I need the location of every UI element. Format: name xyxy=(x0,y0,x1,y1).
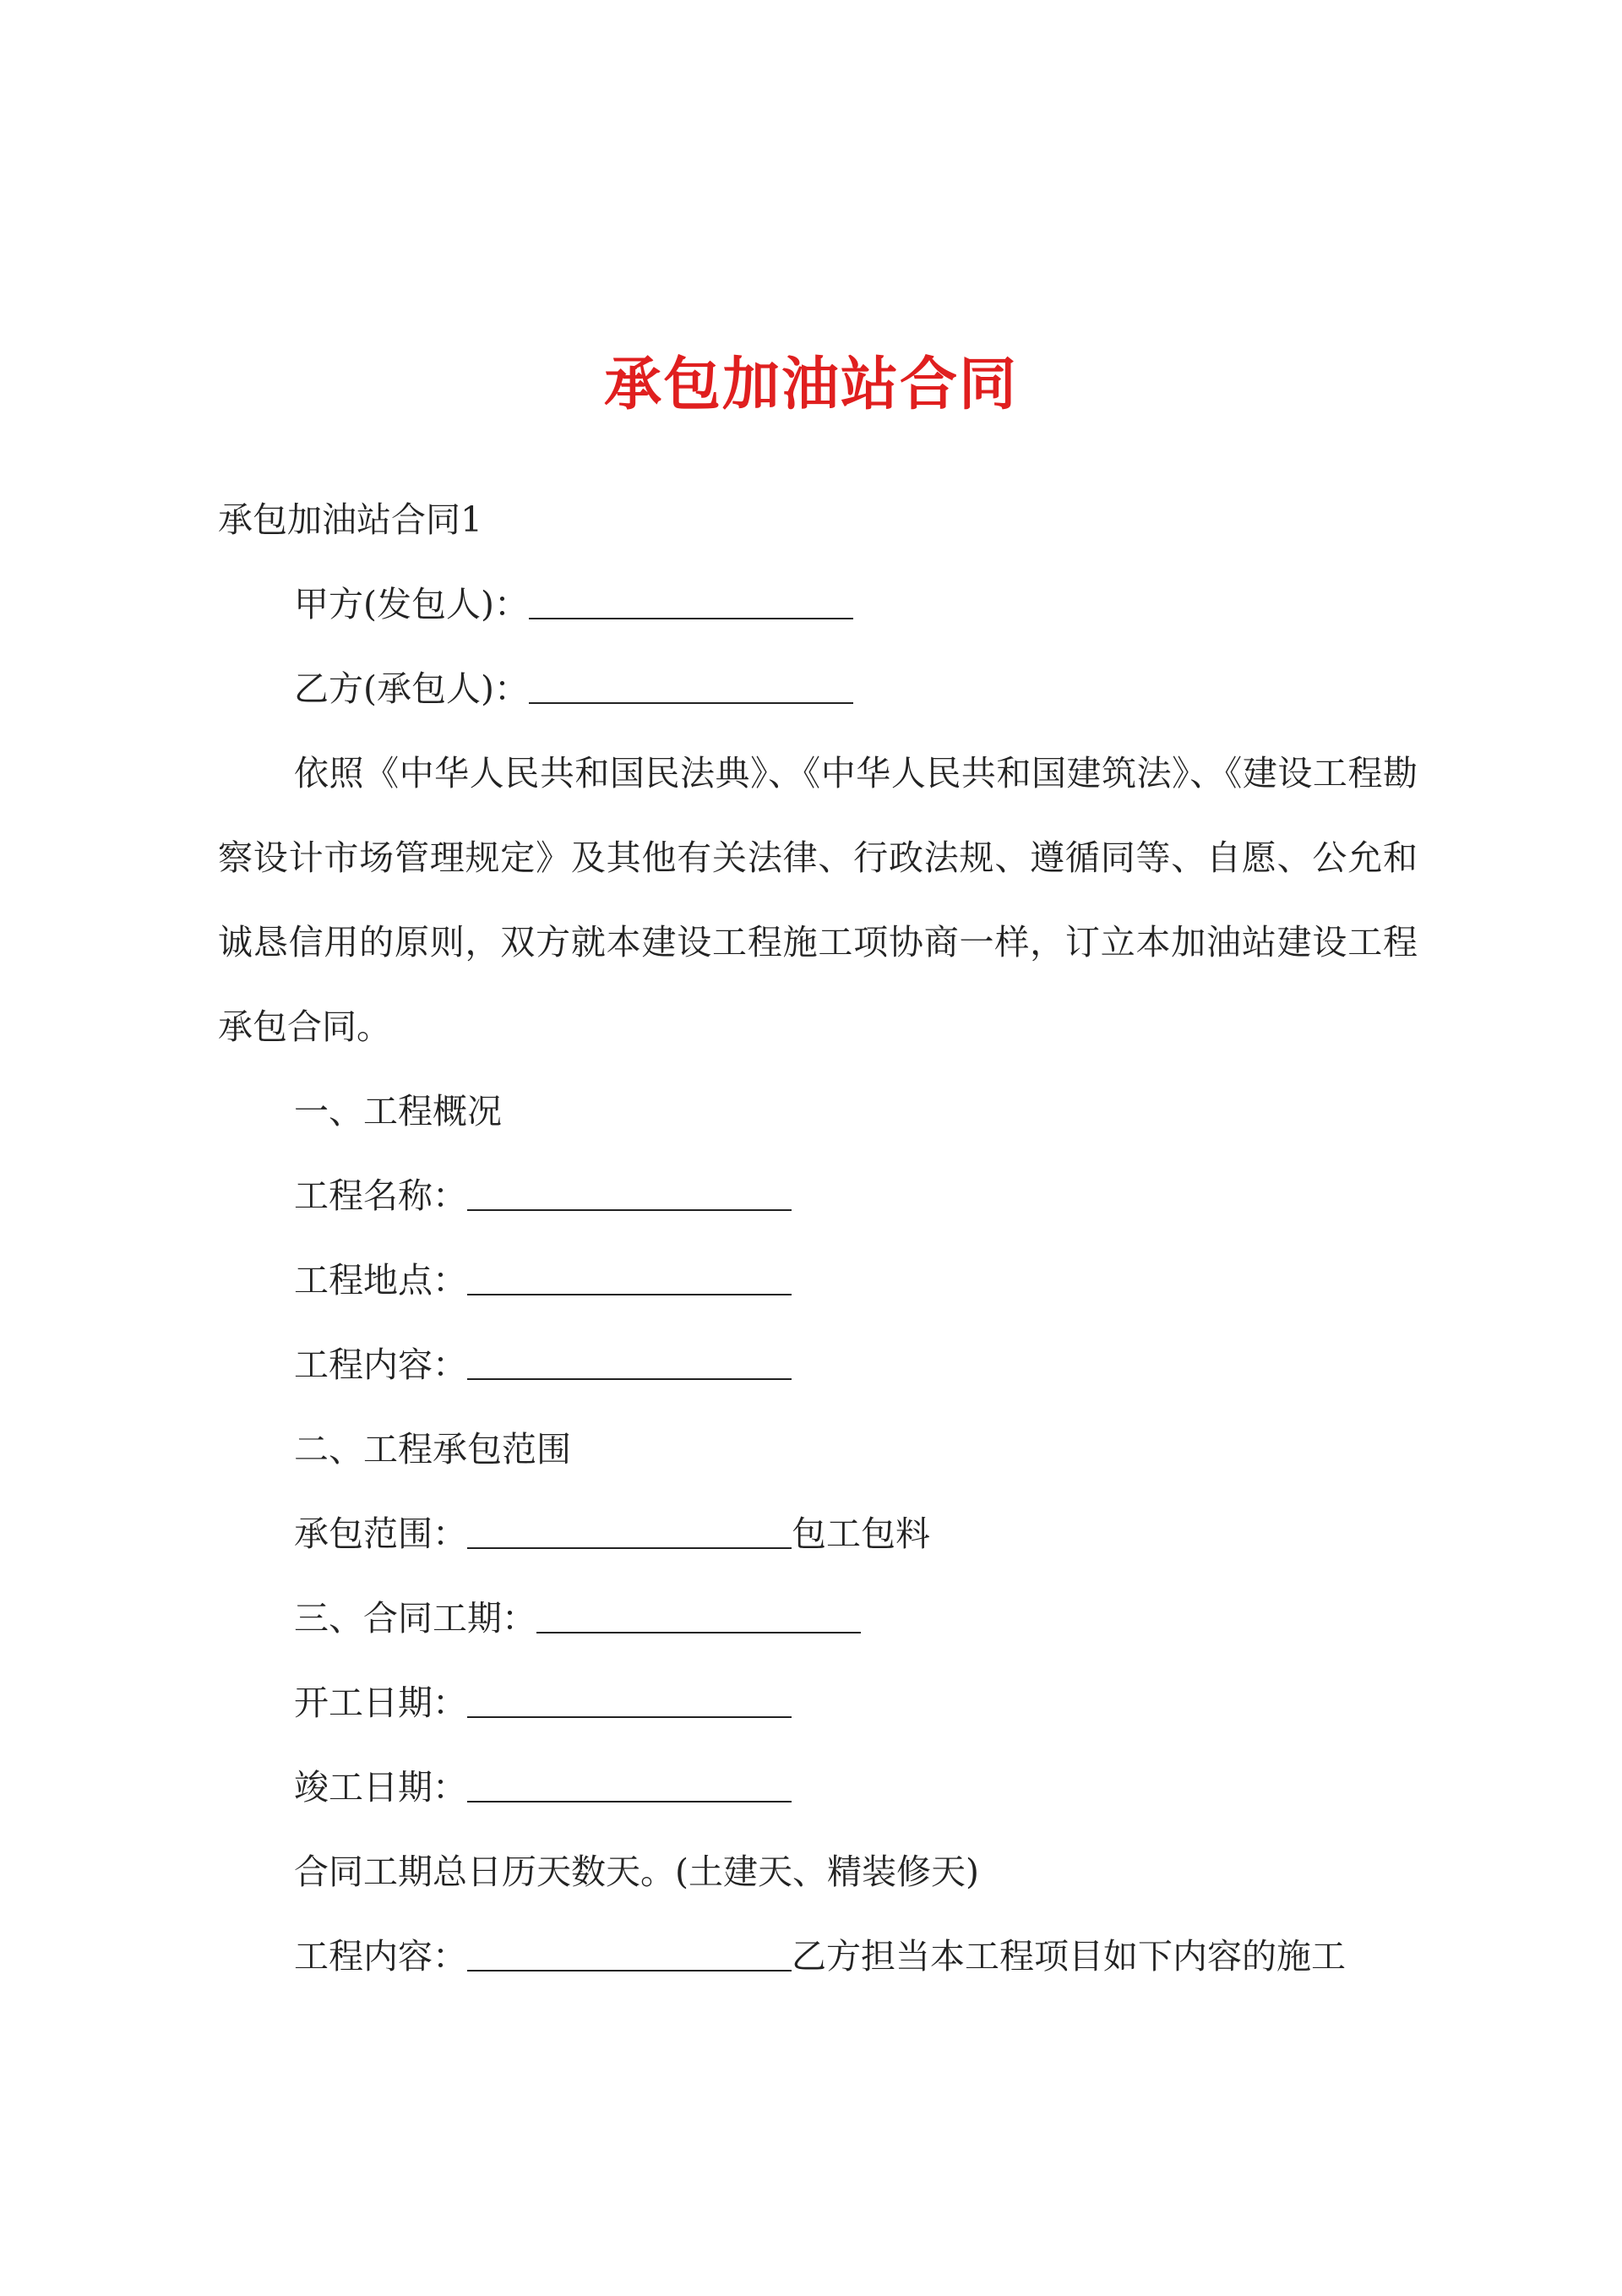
party-b-label: 乙方(承包人)： xyxy=(294,668,529,709)
end-date-label: 竣工日期： xyxy=(294,1767,467,1808)
content-blank xyxy=(467,1936,792,1972)
document-title: 承包加油站合同 xyxy=(603,351,1018,418)
project-content-blank xyxy=(467,1344,792,1380)
section-1-heading: 一、工程概况 xyxy=(294,1091,502,1132)
duration-line: 合同工期总日历天数天。(土建天、精装修天) xyxy=(294,1852,979,1892)
end-date-blank xyxy=(467,1767,792,1802)
scope-suffix: 包工包料 xyxy=(792,1513,930,1554)
project-location-line xyxy=(218,1238,1418,1323)
content-label: 工程内容： xyxy=(294,1936,467,1977)
party-b-line xyxy=(218,646,1418,731)
section-3-blank xyxy=(536,1598,861,1633)
scope-line xyxy=(218,1492,1418,1576)
document-body xyxy=(218,477,1418,1999)
content-line xyxy=(218,1914,1418,1999)
section-2-heading: 二、工程承包范围 xyxy=(294,1429,571,1470)
start-date-label: 开工日期： xyxy=(294,1682,467,1723)
scope-blank xyxy=(467,1513,792,1549)
content-suffix: 乙方担当本工程项目如下内容的施工 xyxy=(792,1936,1346,1977)
intro-paragraph: 依照《中华人民共和国民法典》、《中华人民共和国建筑法》、《建设工程勘察设计市场管理规定》及其他有关法律、行政法规、遵循同等、自愿、公允和诚恳信用的原则，双方就本建设工程施工项协商一样，订立本加油站建设工程承包合同。 xyxy=(218,753,1418,1047)
project-name-label: 工程名称： xyxy=(294,1175,467,1216)
start-date-line xyxy=(218,1661,1418,1745)
end-date-line xyxy=(218,1745,1418,1830)
project-name-line xyxy=(218,1153,1418,1238)
project-name-blank xyxy=(467,1175,792,1211)
contract-subtitle: 承包加油站合同1 xyxy=(218,499,483,540)
project-location-label: 工程地点： xyxy=(294,1260,467,1301)
project-location-blank xyxy=(467,1260,792,1295)
project-content-label: 工程内容： xyxy=(294,1344,467,1385)
party-a-blank xyxy=(529,584,853,619)
section-3-heading: 三、合同工期： xyxy=(294,1598,536,1639)
scope-label: 承包范围： xyxy=(294,1513,467,1554)
party-a-label: 甲方(发包人)： xyxy=(294,584,529,624)
party-b-blank xyxy=(529,668,853,704)
project-content-line xyxy=(218,1323,1418,1407)
start-date-blank xyxy=(467,1682,792,1718)
section-3-line xyxy=(218,1576,1418,1661)
party-a-line xyxy=(218,562,1418,646)
